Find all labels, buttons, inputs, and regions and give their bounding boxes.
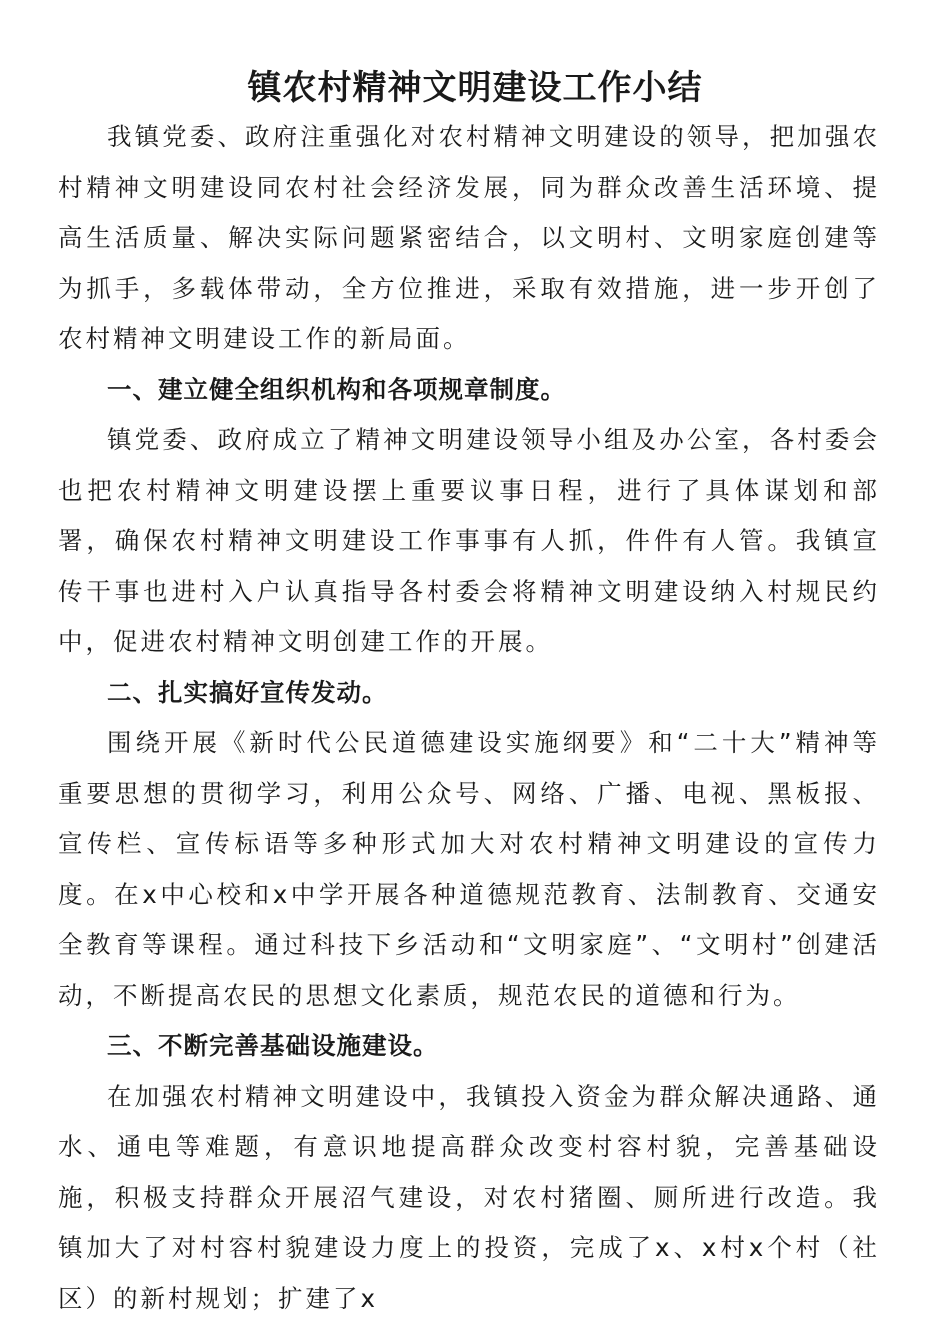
section-heading-3: 三、不断完善基础设施建设。 (107, 1031, 439, 1060)
section-heading-1: 一、建立健全组织机构和各项规章制度。 (107, 374, 566, 404)
intro-paragraph: 我镇党委、政府注重强化对农村精神文明建设的领导，把加强农村精神文明建设同农村社会经济发展，同为群众改善生活环境、提高生活质量、解决实际问题紧密结合，以文明村、文明家庭创建等为抓手，多载体带动，全方位推进，采取有效措施，进一步开创了农村精神文明建设工作的新局面。 (58, 122, 880, 353)
document-body (58, 112, 880, 1324)
section-body-3: 在加强农村精神文明建设中，我镇投入资金为群众解决通路、通水、通电等难题，有意识地提高群众改变村容村貌，完善基础设施，积极支持群众开展沼气建设，对农村猪圈、厕所进行改造。我镇加大了对村容村貌建设力度上的投资，完成了x、x村x个村（社区）的新村规划；扩建了x (58, 1081, 880, 1313)
section-heading-2: 二、扎实搞好宣传发动。 (107, 677, 388, 707)
section-body-2: 围绕开展《新时代公民道德建设实施纲要》和“二十大”精神等重要思想的贯彻学习，利用公众号、网络、广播、电视、黑板报、宣传栏、宣传标语等多种形式加大对农村精神文明建设的宣传力度。在x中心校和x中学开展各种道德规范教育、法制教育、交通安全教育等课程。通过科技下乡活动和“文明家庭”、“文明村”创建活动，不断提高农民的思想文化素质，规范农民的道德和行为。 (58, 728, 880, 1010)
document-title: 镇农村精神文明建设工作小结 (247, 68, 703, 108)
section-body-1: 镇党委、政府成立了精神文明建设领导小组及办公室，各村委会也把农村精神文明建设摆上重要议事日程，进行了具体谋划和部署，确保农村精神文明建设工作事事有人抓，件件有人管。我镇宣传干事也进村入户认真指导各村委会将精神文明建设纳入村规民约中，促进农村精神文明创建工作的开展。 (58, 425, 880, 656)
